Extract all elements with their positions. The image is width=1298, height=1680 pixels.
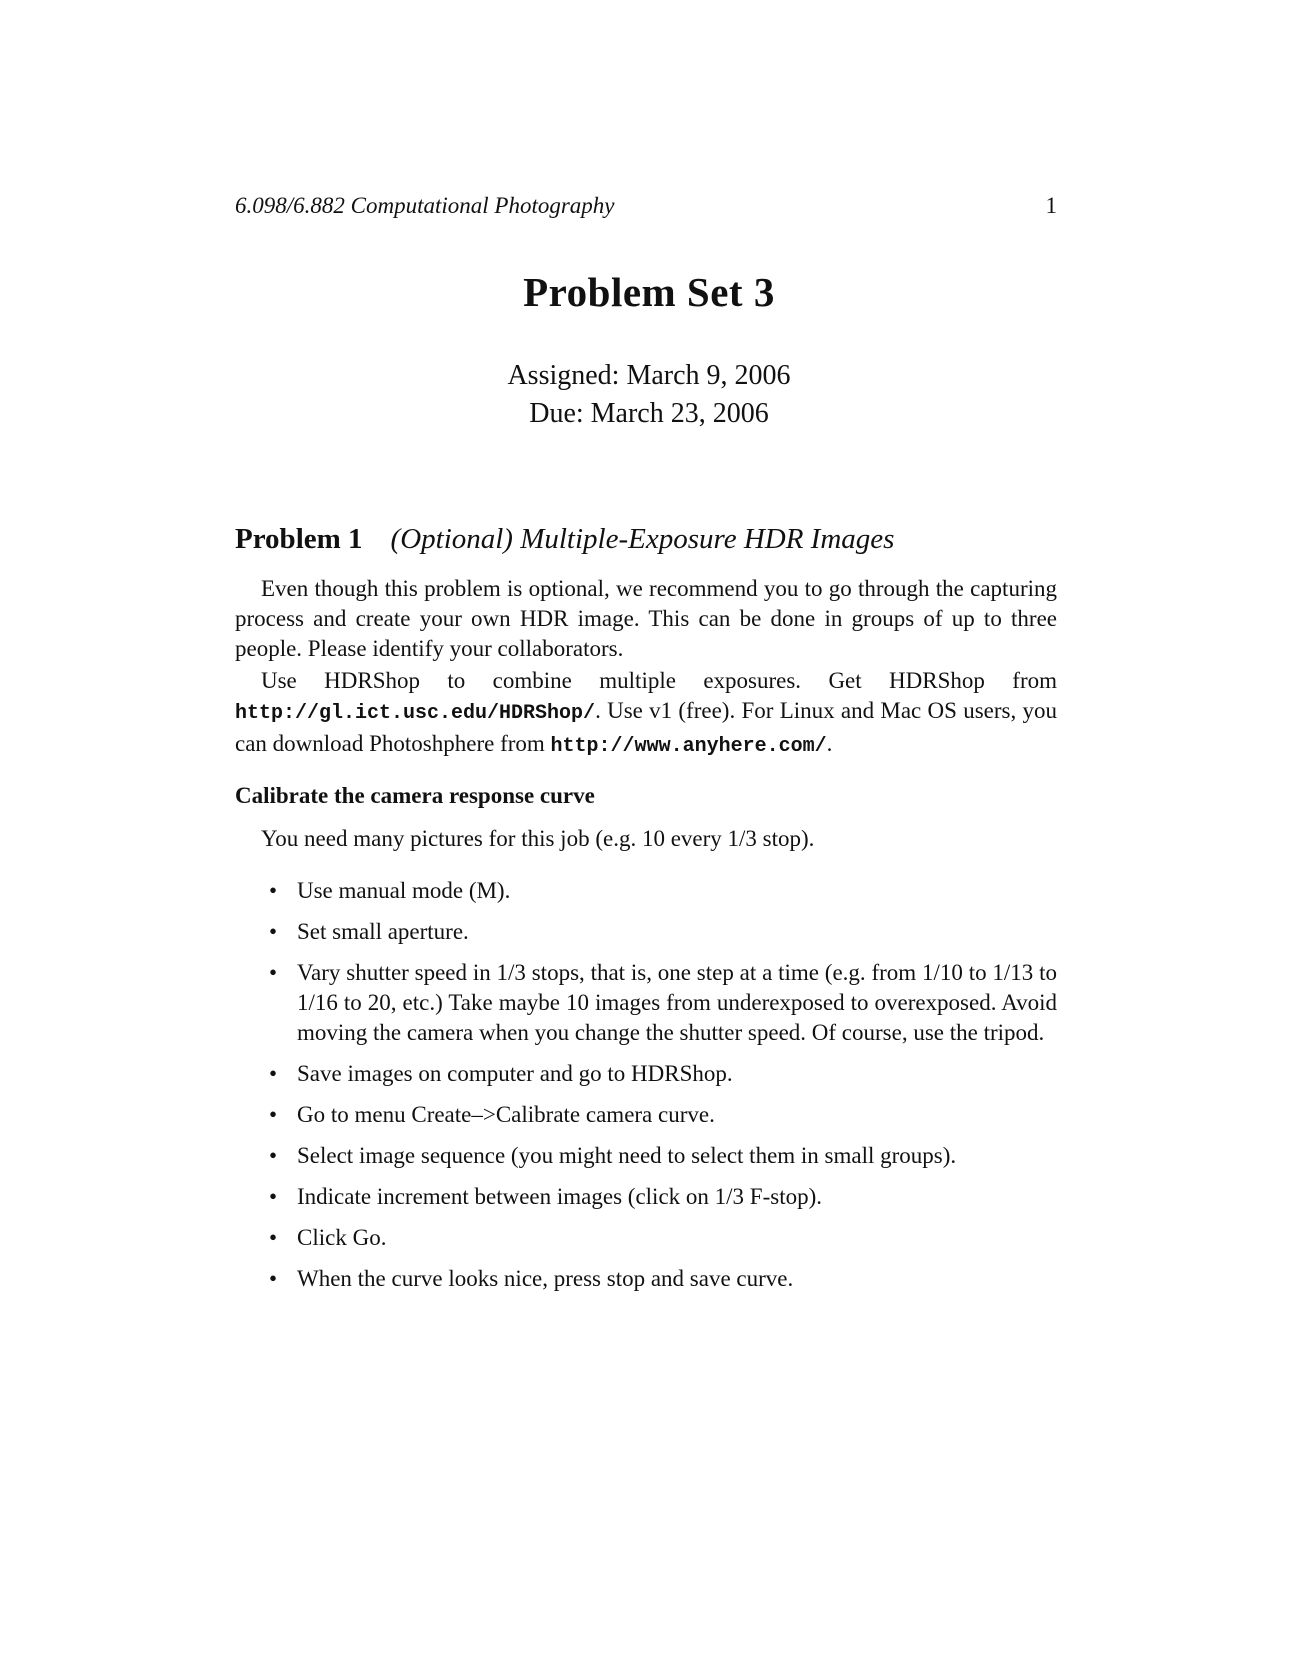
bullet-icon: • [269,919,278,944]
step-text: Indicate increment between images (click on 1/3 F-stop). [297,1184,822,1209]
problem-number: Problem 1 [235,523,363,555]
list-item [265,1100,1057,1130]
bullet-icon: • [269,960,278,985]
problem-subtitle: (Optional) Multiple-Exposure HDR Images [390,523,895,555]
hdrshop-paragraph [235,666,1057,762]
document-title: Problem Set 3 [523,269,775,315]
anyhere-link[interactable]: http://www.anyhere.com/ [550,735,827,758]
step-text: Click Go. [297,1225,387,1250]
list-item [265,917,1057,947]
problem-heading [235,523,894,556]
bullet-icon: • [269,1184,278,1209]
bullet-icon: • [269,1143,278,1168]
list-item [265,1264,1057,1294]
assigned-date: Assigned: March 9, 2006 [507,360,791,391]
step-text: Save images on computer and go to HDRShop. [297,1061,733,1086]
page-number: 1 [1045,193,1057,218]
step-text: Go to menu Create–>Calibrate camera curve. [297,1102,715,1127]
due-date: Due: March 23, 2006 [529,398,769,429]
steps-list [265,876,1057,1305]
running-header [235,193,1057,223]
list-item [265,1141,1057,1171]
list-item [265,1182,1057,1212]
hdrshop-text-3: . [826,731,833,756]
hdrshop-link[interactable]: http://gl.ict.usc.edu/HDRShop/ [235,702,596,725]
bullet-icon: • [269,1061,278,1086]
bullet-icon: • [269,878,278,903]
step-text: When the curve looks nice, press stop and save curve. [297,1266,794,1291]
step-text: Use manual mode (M). [297,878,511,903]
hdrshop-text-1: Use HDRShop to combine multiple exposures. Get HDRShop from [261,668,1057,693]
step-text: Select image sequence (you might need to select them in small groups). [297,1143,957,1168]
bullet-icon: • [269,1225,278,1250]
hdrshop-text-2: . Use v1 (free). For Linux and Mac OS users, you can download Photoshphere from [235,698,1057,756]
step-text: Set small aperture. [297,919,469,944]
bullet-icon: • [269,1102,278,1127]
subsection-title: Calibrate the camera response curve [235,783,595,808]
dates-block [0,357,1298,433]
list-item [265,1059,1057,1089]
intro-paragraph: Even though this problem is optional, we recommend you to go through the capturing process and create your own HDR image. This can be done in groups of up to three people. Please identify your collaborators. [235,576,1057,661]
list-item [265,1223,1057,1253]
subsection-intro: You need many pictures for this job (e.g. 10 every 1/3 stop). [261,826,815,851]
course-title: 6.098/6.882 Computational Photography [235,193,615,218]
step-text: Vary shutter speed in 1/3 stops, that is, one step at a time (e.g. from 1/10 to 1/13 to 1/16 to 20, etc.) Take maybe 10 images from underexposed to overexposed. Avoid moving the camera when you change the shutter speed. Of course, use the tripod. [297,960,1057,1045]
list-item [265,876,1057,906]
list-item [265,958,1057,1048]
bullet-icon: • [269,1266,278,1291]
